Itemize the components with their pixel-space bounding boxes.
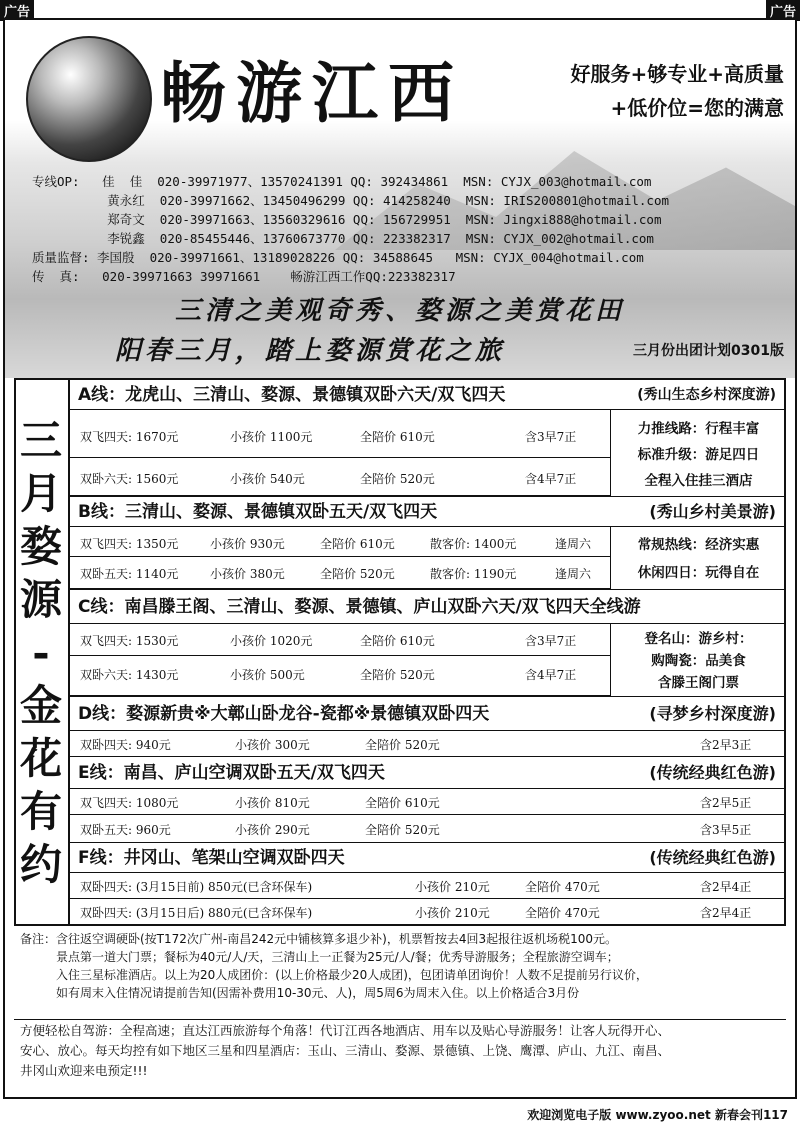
self-drive-tips (14, 1021, 786, 1081)
meals: 含2早5正 (700, 796, 752, 810)
tip-line: 方便轻松自驾游：全程高速；直达江西旅游每个角落！代订江西各地酒店、用车以及贴心导游服务！让客人玩得开心、 (20, 1023, 671, 1038)
contact-line: 郑奇文 020-39971663、13560329616 QQ: 156729951 MSN: Jingxi888@hotmail.com (32, 212, 662, 227)
price-child: 小孩价 1020元 (230, 634, 313, 648)
route-e-header (70, 757, 786, 789)
vertical-char: 有 (19, 786, 62, 836)
contact-line: 传 真: 020-39971663 39971661 畅游江西工作QQ:223382317 (32, 269, 456, 284)
price-child: 小孩价 210元 (415, 906, 490, 920)
vertical-char: 月 (19, 468, 62, 518)
brand-title: 畅游江西 (160, 54, 464, 132)
price-escort: 全陪价 520元 (320, 567, 395, 581)
meals: 含3早7正 (525, 430, 577, 444)
vertical-char: 三 (19, 415, 62, 465)
price-escort: 全陪价 520元 (365, 738, 440, 752)
route-f-header (70, 843, 786, 873)
note-line: 景点第一道大门票；餐标为40元/人/天，三清山上一正餐为25元/人/餐；优秀导游服务；全程旅游空调车； (56, 950, 619, 964)
price-adult: 双卧四天: (3月15日后) 880元(已含环保车) (80, 906, 313, 920)
meals: 含4早7正 (525, 472, 577, 486)
price-escort: 全陪价 610元 (360, 634, 435, 648)
route-c-title: C线：南昌滕王阁、三清山、婺源、景德镇、庐山双卧六天/双飞四天全线游 (78, 597, 641, 617)
price-child: 小孩价 500元 (230, 668, 305, 682)
price-child: 小孩价 210元 (415, 880, 490, 894)
caption-line-2: 阳春三月，踏上婺源赏花之旅 (114, 336, 505, 366)
route-a-header (70, 380, 786, 410)
price-adult: 双卧四天: 940元 (80, 738, 171, 752)
notes-section (14, 928, 786, 1020)
price-child: 小孩价 540元 (230, 472, 305, 486)
note-line: 备注：含往返空调硬卧(按T172次广州-南昌242元中铺核算多退少补)，机票暂按去4回3起报往返机场税100元。 (20, 932, 618, 946)
price-walkin: 散客价: 1190元 (430, 567, 517, 581)
price-child: 小孩价 380元 (210, 567, 285, 581)
price-escort: 全陪价 470元 (525, 880, 600, 894)
route-b-price-row (70, 557, 610, 589)
highlight: 标准升级：游足四日 (637, 447, 760, 463)
contact-line: 李锐鑫 020-85455446、13760673770 QQ: 223382317 MSN: CYJX_002@hotmail.com (32, 231, 654, 246)
departure: 逢周六 (555, 567, 592, 581)
route-e-price-row (70, 789, 786, 815)
route-c-price-row (70, 624, 610, 656)
contact-line: 专线OP: 佳 佳 020-39971977、13570241391 QQ: 392434861 MSN: CYJX_003@hotmail.com (32, 174, 652, 189)
vertical-char: 婺 (19, 521, 62, 571)
price-adult: 双卧五天: 960元 (80, 823, 171, 837)
globe-logo-icon (26, 36, 152, 162)
price-escort: 全陪价 610元 (360, 430, 435, 444)
route-a-price-row (70, 410, 610, 458)
price-adult: 双飞四天: 1350元 (80, 537, 179, 551)
route-b-highlights (610, 527, 786, 589)
departure: 逢周六 (555, 537, 592, 551)
route-e-tag: (传统经典红色游) (649, 763, 776, 782)
meals: 含4早7正 (525, 668, 577, 682)
price-walkin: 散客价: 1400元 (430, 537, 517, 551)
route-d-tag: (寻梦乡村深度游) (649, 704, 776, 723)
vertical-title (14, 378, 70, 926)
route-a-highlights (610, 410, 786, 496)
caption-line-1: 三清之美观奇秀、婺源之美赏花田 (174, 296, 625, 326)
price-escort: 全陪价 610元 (320, 537, 395, 551)
ad-label-right: 广告 (766, 0, 800, 21)
highlight: 力推线路：行程丰富 (637, 421, 760, 437)
route-e-price-row (70, 815, 786, 843)
route-f-price-row (70, 873, 786, 899)
highlight: 全程入住挂三酒店 (644, 473, 753, 489)
route-d-header (70, 697, 786, 731)
price-child: 小孩价 810元 (235, 796, 310, 810)
meals: 含2早4正 (700, 880, 752, 894)
route-a-price-row (70, 458, 610, 496)
vertical-char: 约 (19, 839, 62, 889)
price-adult: 双飞四天: 1080元 (80, 796, 179, 810)
price-adult: 双飞四天: 1670元 (80, 430, 179, 444)
contact-line: 质量监督: 李国殷 020-39971661、13189028226 QQ: 34588645 MSN: CYJX_004@hotmail.com (32, 250, 644, 265)
price-child: 小孩价 300元 (235, 738, 310, 752)
meals: 含3早5正 (700, 823, 752, 837)
route-f-tag: (传统经典红色游) (649, 848, 776, 867)
route-f-price-row (70, 899, 786, 926)
page-footer: 欢迎浏览电子版 www.zyoo.net 新春会刊117 (527, 1108, 788, 1122)
price-child: 小孩价 290元 (235, 823, 310, 837)
ad-label-left: 广告 (0, 0, 34, 21)
vertical-char: 源 (19, 574, 62, 624)
contact-line: 黄永红 020-39971662、13450496299 QQ: 414258240 MSN: IRIS200801@hotmail.com (32, 193, 669, 208)
route-b-title: B线：三清山、婺源、景德镇双卧五天/双飞四天 (78, 502, 438, 522)
price-escort: 全陪价 610元 (365, 796, 440, 810)
route-b-header (70, 497, 786, 527)
price-child: 小孩价 1100元 (230, 430, 313, 444)
route-a-tag: (秀山生态乡村深度游) (637, 387, 776, 403)
route-a-title: A线：龙虎山、三清山、婺源、景德镇双卧六天/双飞四天 (78, 385, 506, 405)
route-c-header (70, 590, 786, 624)
route-b-price-row (70, 527, 610, 557)
route-c-price-row (70, 656, 610, 696)
highlight: 购陶瓷：品美食 (651, 653, 746, 669)
slogan-line-2: +低价位=您的满意 (610, 96, 784, 120)
price-escort: 全陪价 520元 (360, 668, 435, 682)
route-c-highlights (610, 624, 786, 696)
route-f-title: F线：井冈山、笔架山空调双卧四天 (78, 848, 345, 868)
meals: 含2早4正 (700, 906, 752, 920)
vertical-char: 花 (19, 733, 62, 783)
price-adult: 双卧六天: 1560元 (80, 472, 179, 486)
vertical-char: 金 (19, 680, 62, 730)
vertical-char: - (32, 627, 50, 677)
price-adult: 双卧五天: 1140元 (80, 567, 179, 581)
price-adult: 双卧六天: 1430元 (80, 668, 179, 682)
highlight: 常规热线：经济实惠 (637, 537, 760, 553)
price-escort: 全陪价 520元 (360, 472, 435, 486)
price-adult: 双卧四天: (3月15日前) 850元(已含环保车) (80, 880, 313, 894)
price-child: 小孩价 930元 (210, 537, 285, 551)
tip-line: 安心、放心。每天均控有如下地区三星和四星酒店：玉山、三清山、婺源、景德镇、上饶、鹰潭、庐山、九江、南昌、 (20, 1043, 671, 1058)
meals: 含3早7正 (525, 634, 577, 648)
price-escort: 全陪价 470元 (525, 906, 600, 920)
note-line: 入住三星标准酒店。以上为20人成团价：(以上价格最少20人成团)，包团请单团询价！人数不足提前另行议价， (56, 968, 648, 982)
route-e-title: E线：南昌、庐山空调双卧五天/双飞四天 (78, 763, 385, 783)
route-b-tag: (秀山乡村美景游) (649, 502, 776, 521)
meals: 含2早3正 (700, 738, 752, 752)
highlight: 含滕王阁门票 (658, 675, 739, 691)
highlight: 登名山：游乡村： (644, 631, 753, 647)
note-line: 如有周末入住情况请提前告知(因需补费用10-30元、人)，周5周6为周末入住。以上价格适合3月份 (56, 986, 580, 1000)
price-escort: 全陪价 520元 (365, 823, 440, 837)
price-adult: 双飞四天: 1530元 (80, 634, 179, 648)
tip-line: 井冈山欢迎来电预定!!! (20, 1063, 148, 1078)
route-d-title: D线：婺源新贵※大鄣山卧龙谷-瓷都※景德镇双卧四天 (78, 704, 490, 724)
highlight: 休闲四日：玩得自在 (637, 565, 760, 581)
route-d-price-row (70, 731, 786, 757)
plan-version: 三月份出团计划0301版 (633, 343, 784, 359)
slogan-line-1: 好服务+够专业+高质量 (570, 62, 784, 86)
